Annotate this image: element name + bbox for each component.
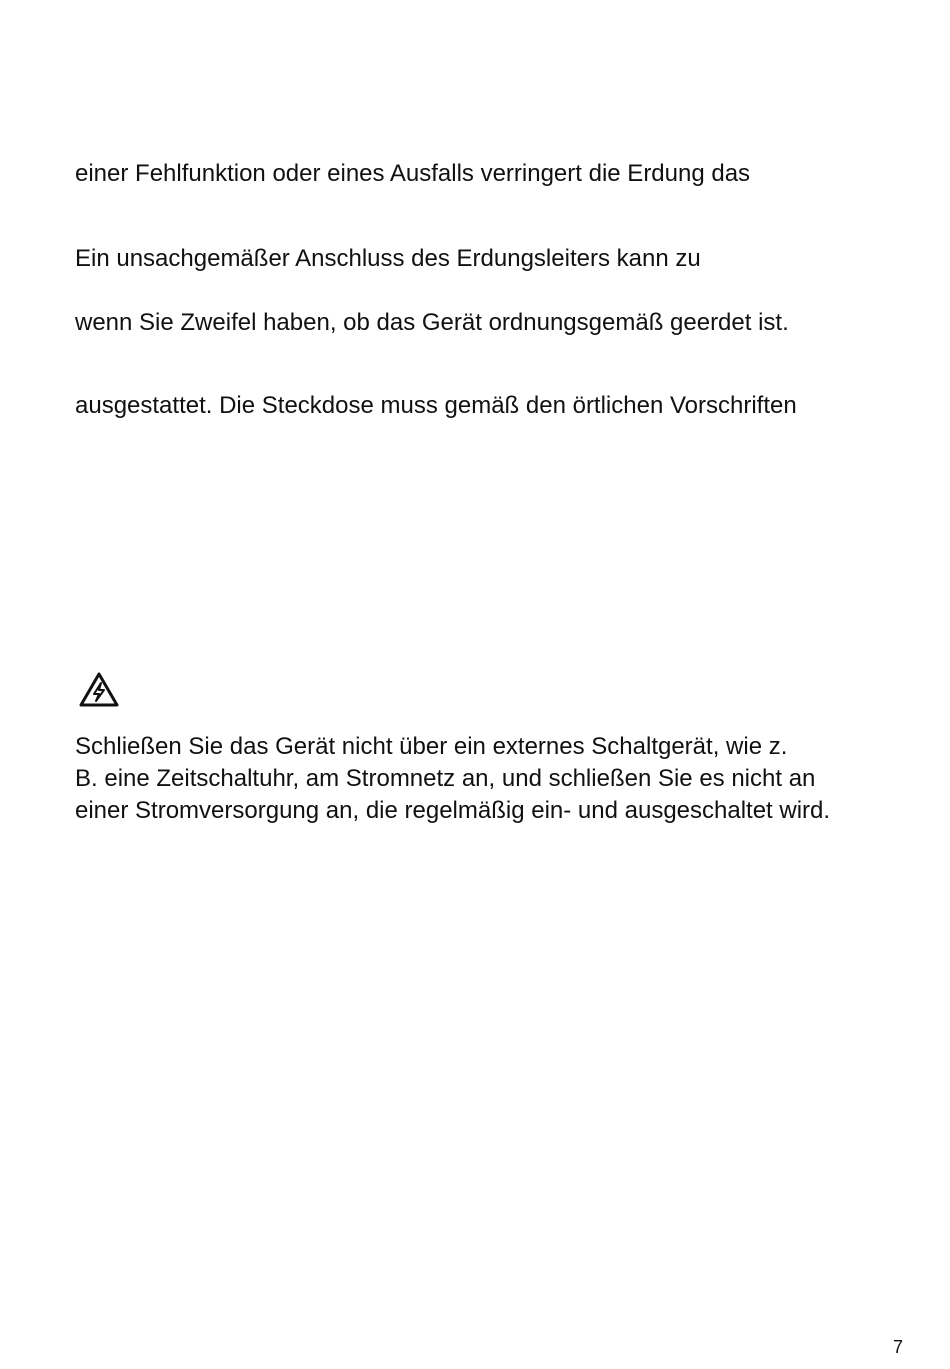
- text-fragment: einer Fehlfunktion oder eines Ausfalls verringert die Erdung das: [75, 160, 751, 187]
- text-fragment: wenn Sie Zweifel haben, ob das Gerät ordnungsgemäß geerdet ist.: [75, 309, 789, 336]
- warning-line: B. eine Zeitschaltuhr, am Stromnetz an, und schließen Sie es nicht an: [75, 765, 816, 792]
- text-fragment: ausgestattet. Die Steckdose muss gemäß den örtlichen Vorschriften: [75, 392, 797, 419]
- text-fragment: Ein unsachgemäßer Anschluss des Erdungsleiters kann zu: [75, 245, 701, 272]
- warning-line: Schließen Sie das Gerät nicht über ein externes Schaltgerät, wie z.: [75, 733, 788, 760]
- page-number: 7: [893, 1337, 904, 1357]
- electric-shock-warning-icon: [78, 671, 120, 709]
- warning-line: einer Stromversorgung an, die regelmäßig ein- und ausgeschaltet wird.: [75, 797, 831, 824]
